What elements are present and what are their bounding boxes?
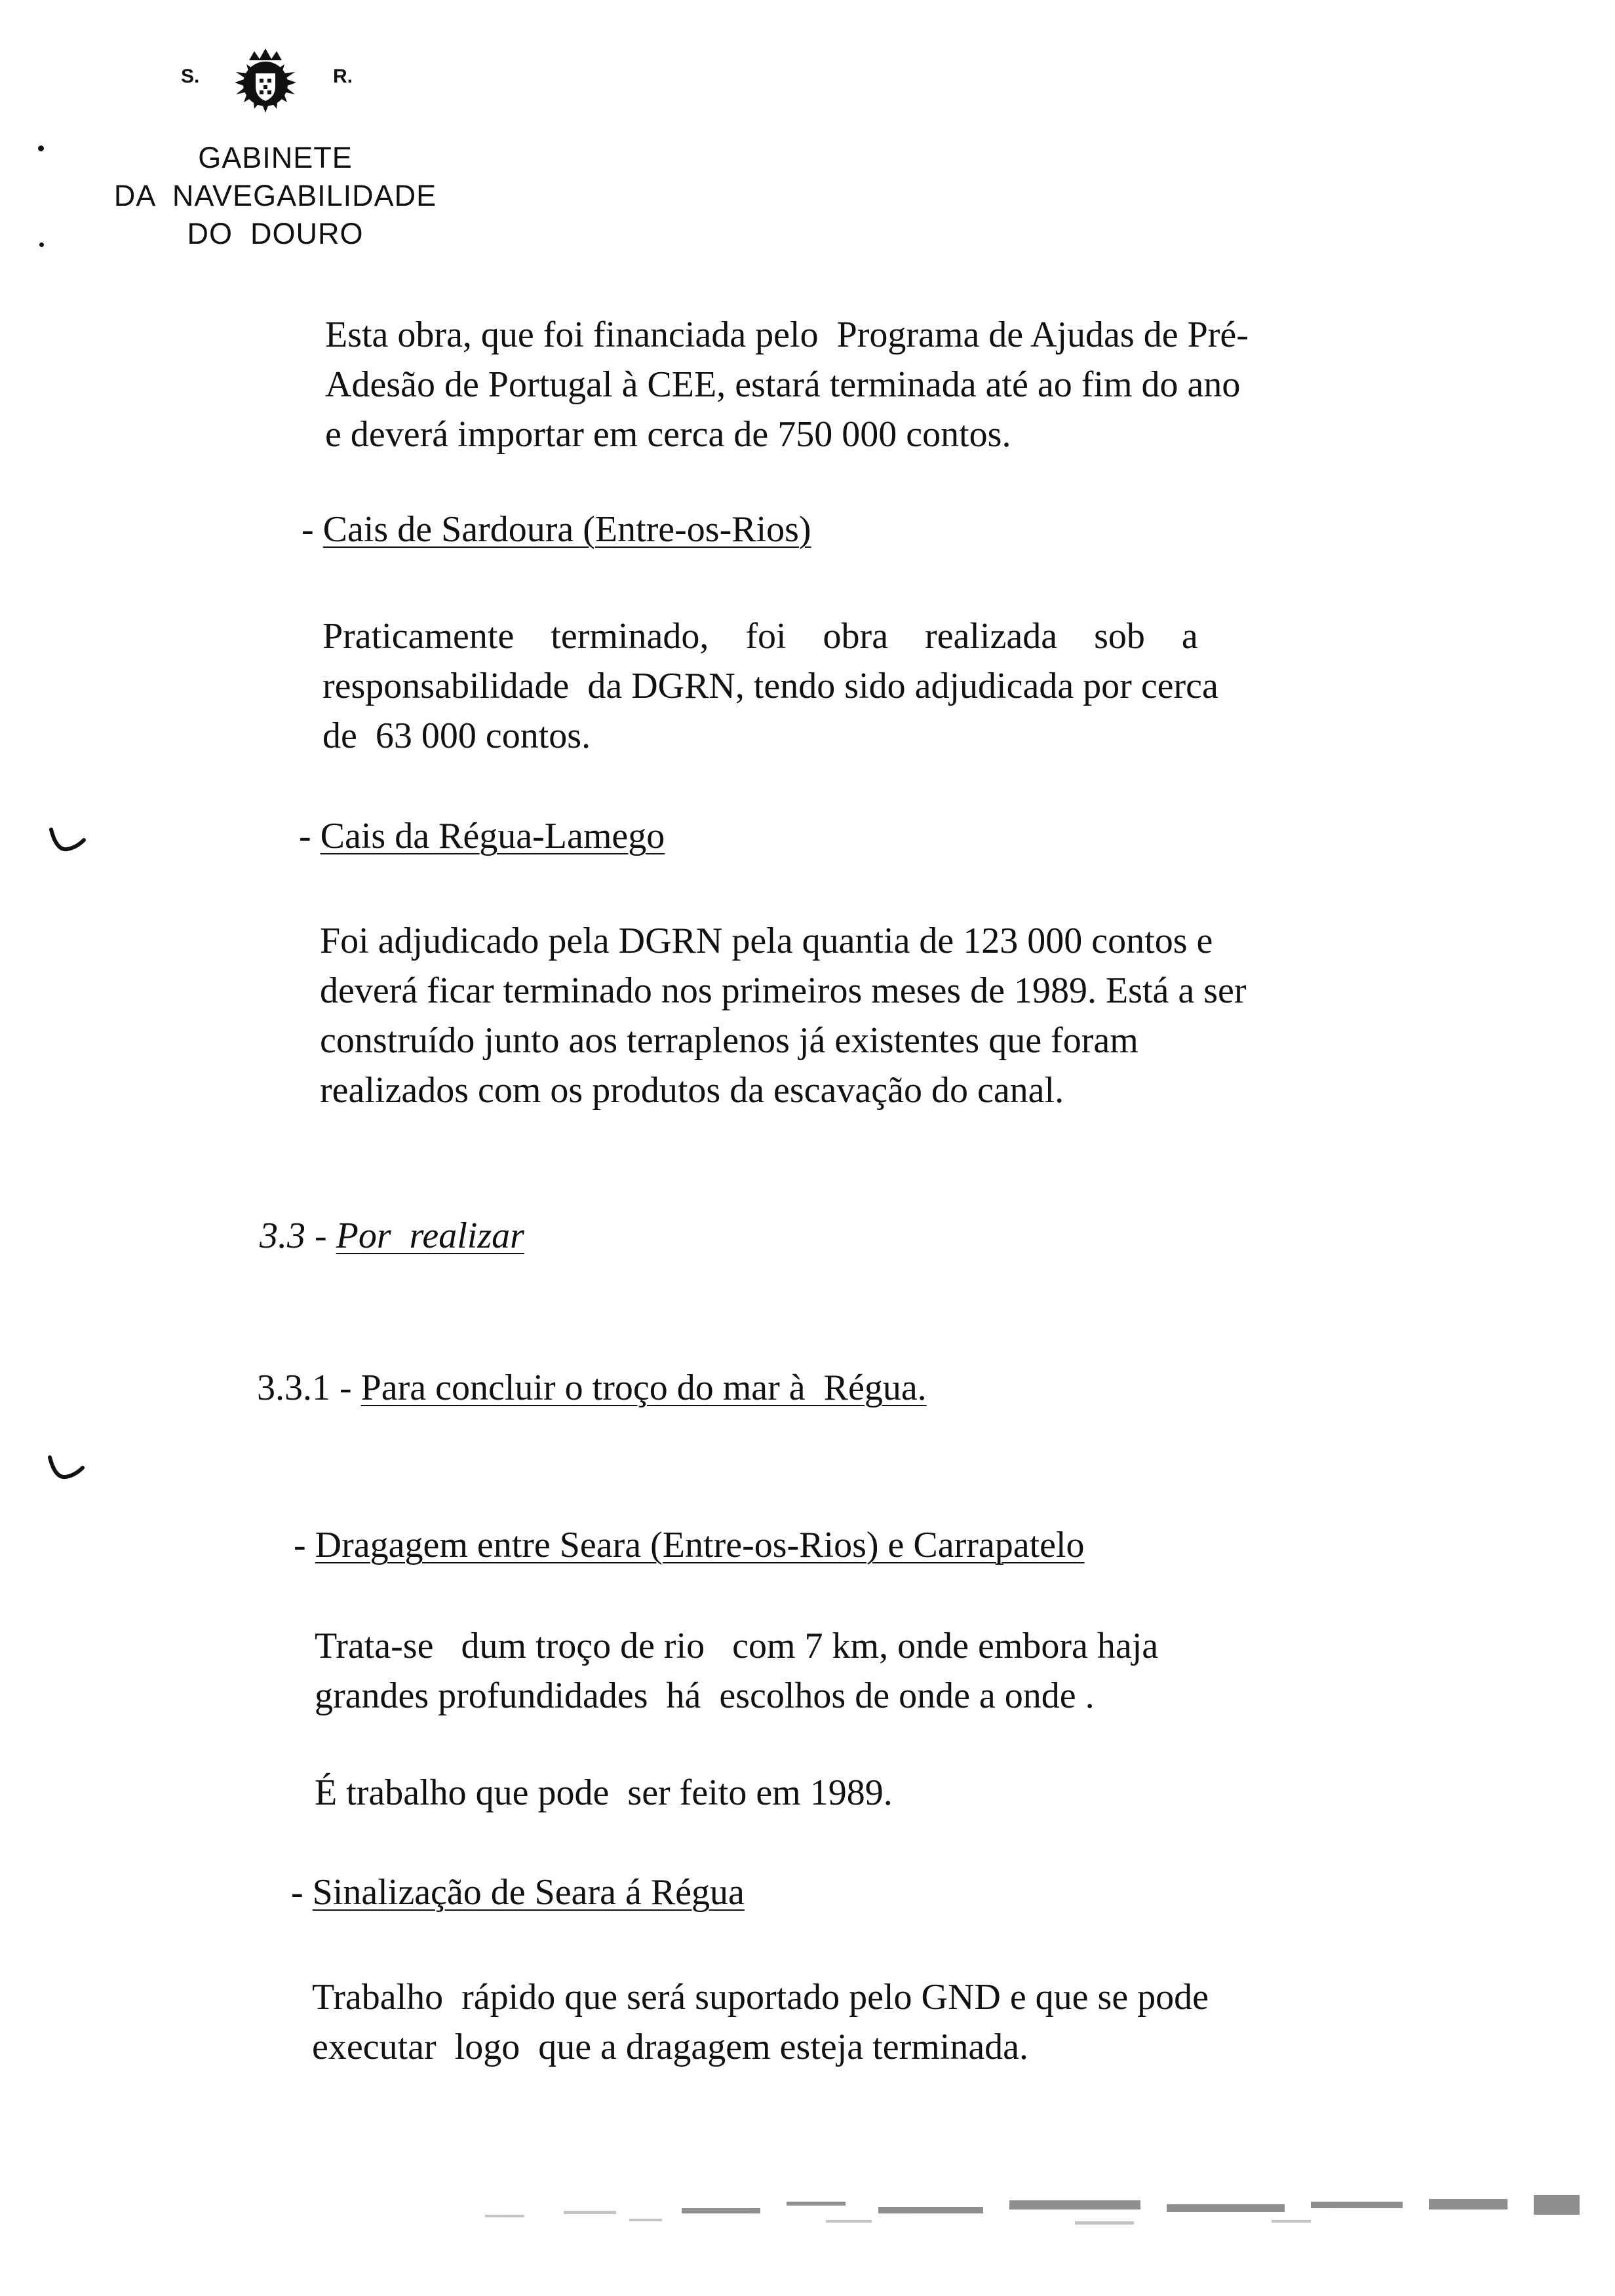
dragagem-heading-prefix: - [294,1525,315,1565]
sardoura-line-2: responsabilidade da DGRN, tendo sido adjudicada por cerca [322,666,1218,706]
section-3-3-1-number: 3.3.1 - [257,1368,361,1408]
sardoura-line-3: de 63 000 contos. [322,716,591,756]
sinalizacao-paragraph [312,1972,1400,2072]
sinalizacao-heading-title: Sinalização de Seara á Régua [312,1872,745,1913]
dragagem-line-2: grandes profundidades há escolhos de onde a onde . [315,1675,1095,1716]
scan-noise [419,2182,1599,2254]
margin-check-mark [46,1453,85,1482]
regua-lamego-line-1: Foi adjudicado pela DGRN pela quantia de 123 000 contos e [320,921,1213,961]
intro-paragraph [325,310,1413,459]
regua-lamego-heading-prefix: - [299,816,321,856]
dragagem-heading [294,1520,1085,1570]
sinalizacao-heading-prefix: - [291,1872,313,1913]
dragagem-paragraph [315,1621,1403,1721]
seal-letter-r: R. [333,66,353,87]
margin-check-mark [47,826,87,854]
dragagem-line-1: Trata-se dum troço de rio com 7 km, onde embora haja [315,1626,1159,1666]
dragagem-note-line: É trabalho que pode ser feito em 1989. [315,1772,893,1813]
sardoura-line-1: Praticamente terminado, foi obra realizada sob a [322,616,1198,657]
regua-lamego-heading-title: Cais da Régua-Lamego [320,816,665,856]
sinalizacao-line-2: executar logo que a dragagem esteja terminada. [312,2027,1029,2067]
dragagem-note [315,1768,1403,1818]
sinalizacao-line-1: Trabalho rápido que será suportado pelo GND e que se pode [312,1977,1209,2018]
regua-lamego-line-2: deverá ficar terminado nos primeiros meses de 1989. Está a ser [320,970,1247,1011]
regua-lamego-line-3: construído junto aos terraplenos já existentes que foram [320,1020,1138,1061]
seal-letter-s: S. [181,66,200,87]
sardoura-heading-prefix: - [302,509,323,550]
sinalizacao-heading [291,1867,745,1917]
section-3-3-number: 3.3 - [260,1215,336,1256]
letterhead-seal [177,46,374,118]
regua-lamego-heading [299,811,665,861]
office-name-line-3: DO DOURO [187,217,364,250]
section-3-3-heading [260,1211,524,1261]
sardoura-heading-title: Cais de Sardoura (Entre-os-Rios) [322,509,811,550]
regua-lamego-paragraph [320,916,1416,1115]
section-3-3-1-heading [257,1363,927,1413]
coat-of-arms-icon [216,46,315,118]
dragagem-heading-title: Dragagem entre Seara (Entre-os-Rios) e Carrapatelo [315,1525,1085,1565]
office-name-line-1: GABINETE [198,141,353,174]
section-3-3-1-title: Para concluir o troço do mar à Régua. [360,1368,927,1408]
office-name-line-2: DA NAVEGABILIDADE [113,179,437,212]
margin-dot [39,242,44,247]
intro-line-3: e deverá importar em cerca de 750 000 contos. [325,414,1011,455]
sardoura-paragraph [322,611,1416,761]
office-name [92,139,459,253]
section-3-3-title: Por realizar [336,1215,524,1256]
intro-line-1: Esta obra, que foi financiada pelo Programa de Ajudas de Pré- [325,315,1249,355]
regua-lamego-line-4: realizados com os produtos da escavação do canal. [320,1070,1064,1111]
intro-line-2: Adesão de Portugal à CEE, estará terminada até ao fim do ano [325,364,1241,405]
margin-dot [38,145,44,151]
sardoura-heading [302,505,811,554]
